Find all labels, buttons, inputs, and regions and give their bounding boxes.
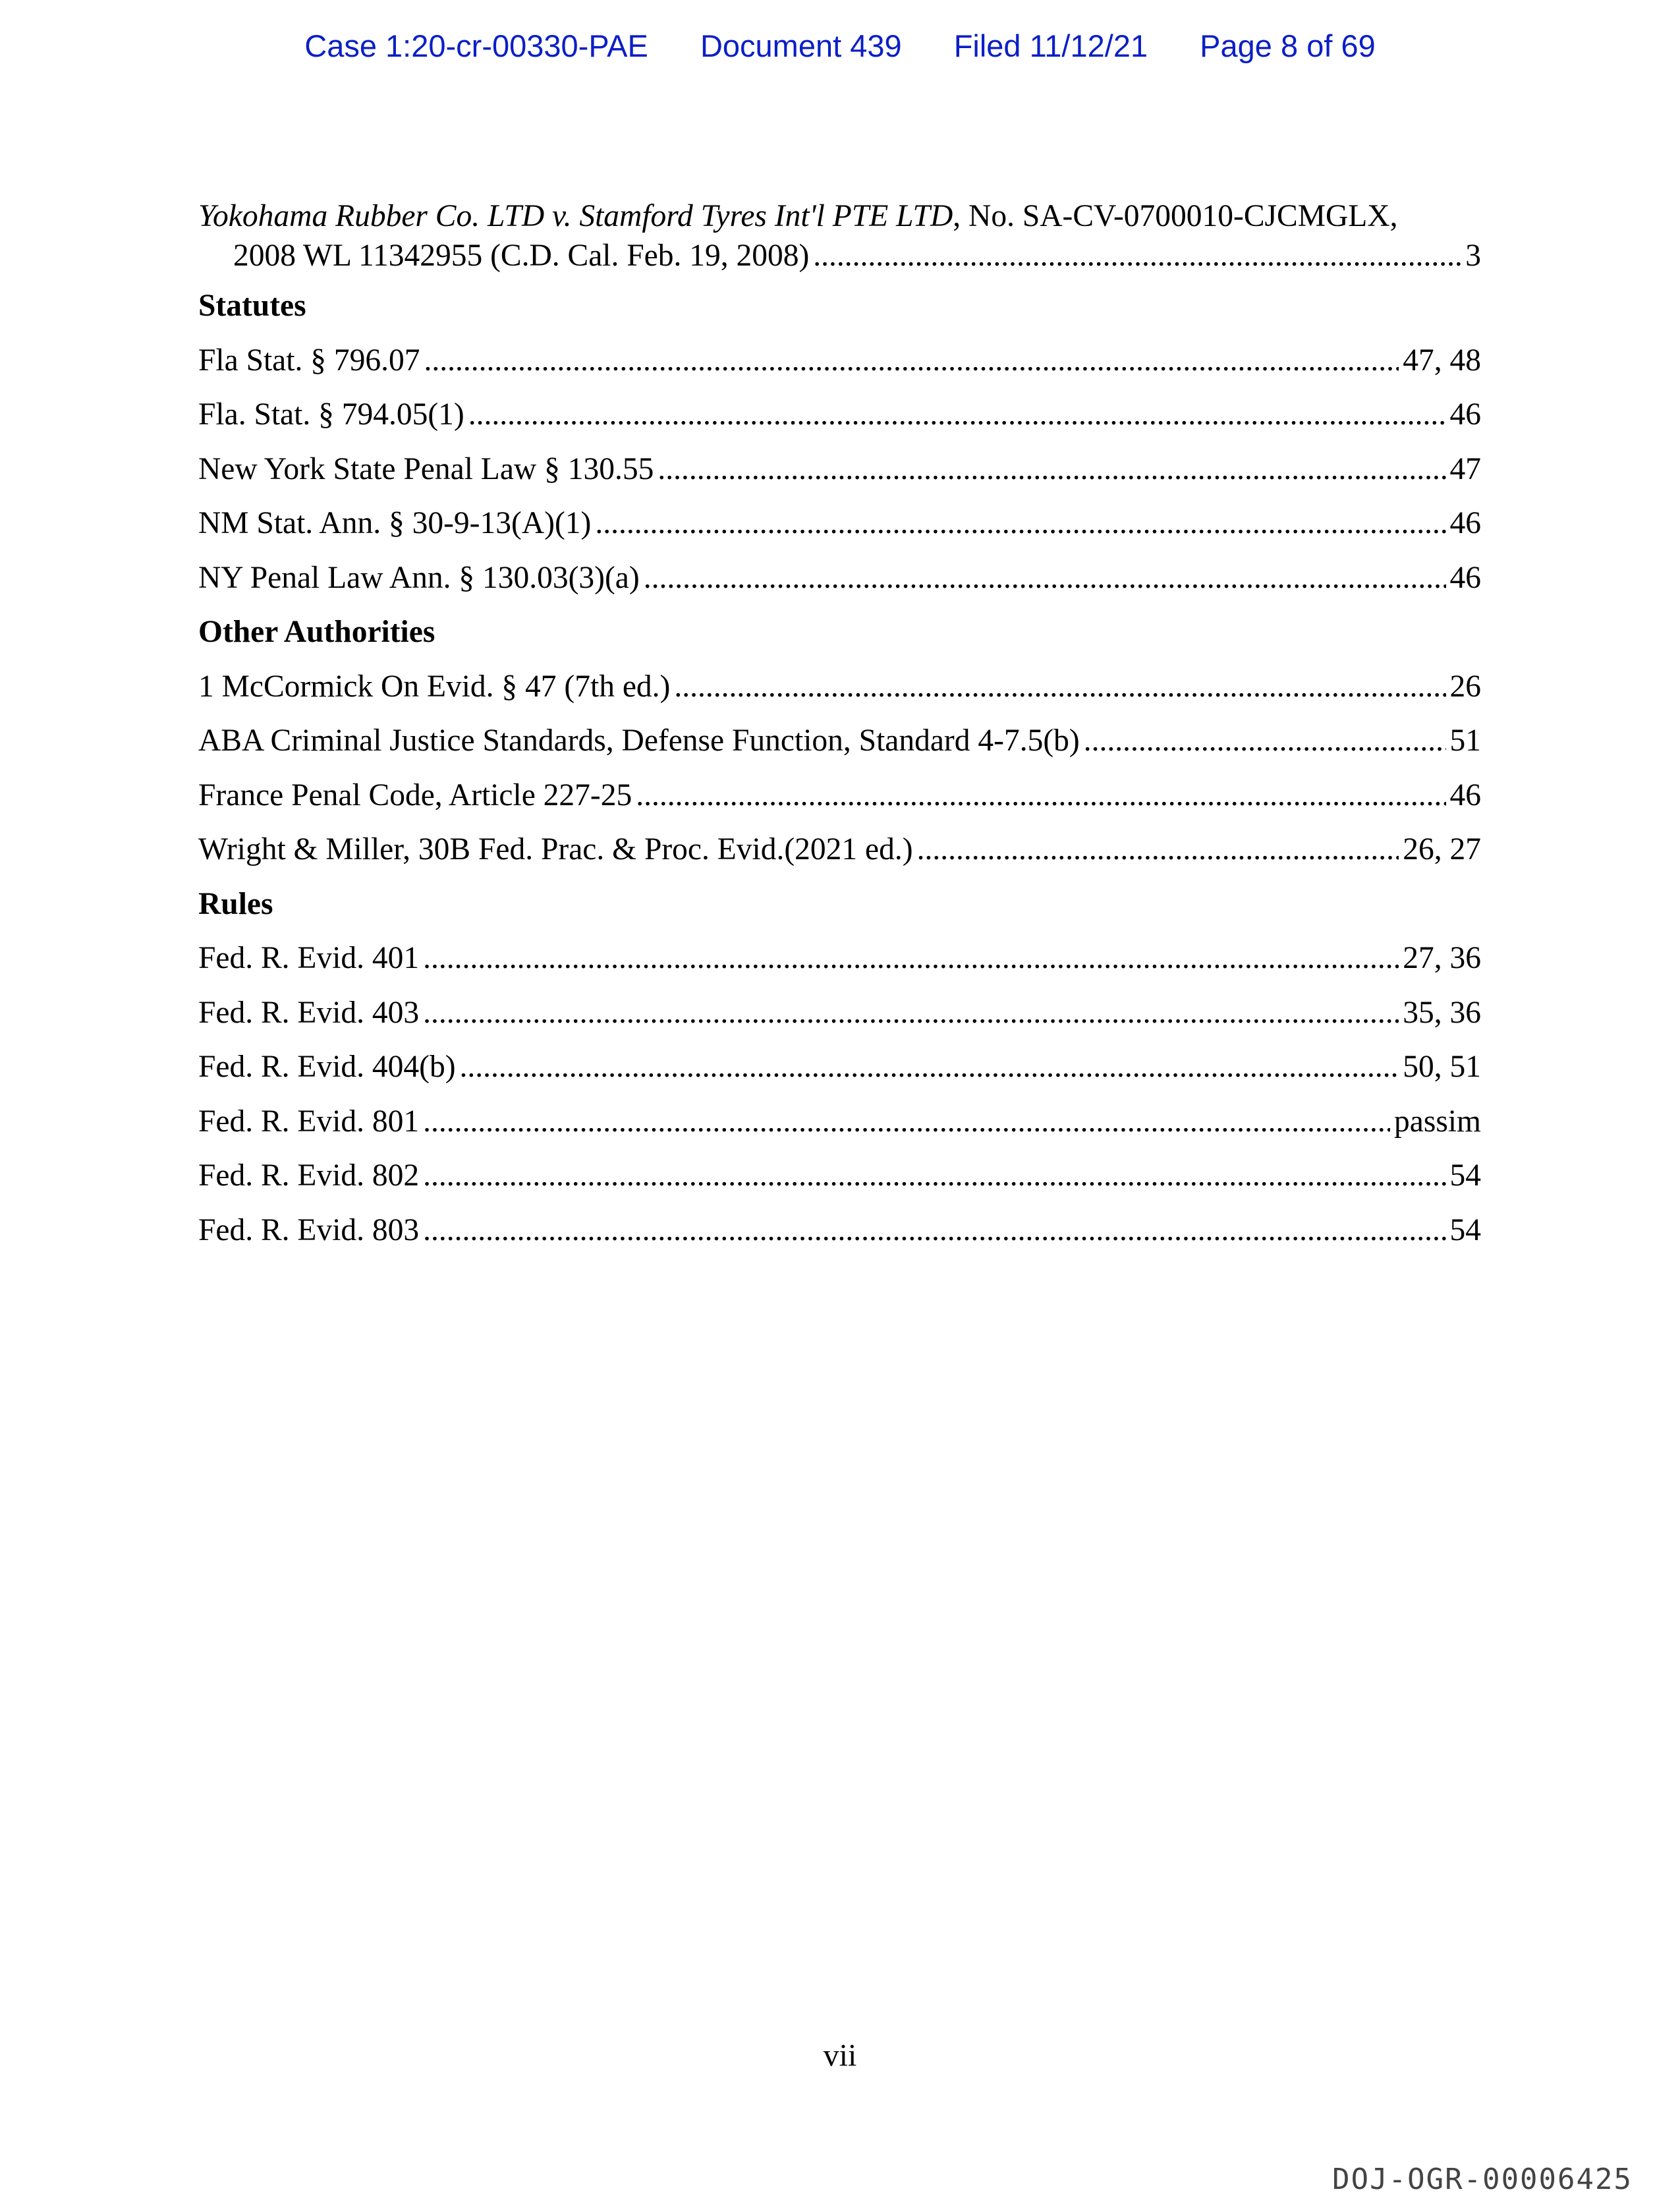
dot-leader	[424, 341, 1399, 380]
dot-leader	[423, 1102, 1390, 1141]
list-item	[198, 1102, 1481, 1156]
case-pages: 3	[1465, 239, 1481, 273]
citation: France Penal Code, Article 227-25	[198, 778, 632, 812]
dot-leader	[423, 1156, 1445, 1195]
page-refs: 26, 27	[1403, 832, 1481, 866]
table-of-authorities	[198, 196, 1481, 1264]
list-item	[198, 558, 1481, 613]
citation: NY Penal Law Ann. § 130.03(3)(a)	[198, 560, 640, 595]
page-of-total: Page 8 of 69	[1200, 28, 1376, 63]
page-refs: 47	[1449, 451, 1481, 486]
page-refs: 47, 48	[1403, 343, 1481, 378]
case-line-2	[198, 236, 1481, 275]
page-refs: 46	[1449, 778, 1481, 812]
citation: Fed. R. Evid. 403	[198, 995, 420, 1030]
other-authorities-heading: Other Authorities	[198, 615, 435, 649]
list-item	[198, 1156, 1481, 1210]
dot-leader	[595, 503, 1445, 543]
list-item	[198, 449, 1481, 504]
citation: Fed. R. Evid. 803	[198, 1212, 420, 1247]
document-number: Document 439	[700, 28, 902, 63]
page-refs: 35, 36	[1403, 995, 1481, 1030]
list-item	[198, 993, 1481, 1048]
citation: Fed. R. Evid. 802	[198, 1158, 420, 1193]
citation: Fla Stat. § 796.07	[198, 343, 420, 378]
dot-leader	[917, 830, 1399, 869]
case-citation: 2008 WL 11342955 (C.D. Cal. Feb. 19, 2008)	[233, 239, 810, 273]
page-refs: 46	[1449, 397, 1481, 432]
citation: NM Stat. Ann. § 30-9-13(A)(1)	[198, 506, 592, 540]
case-name: Yokohama Rubber Co. LTD v. Stamford Tyres Int'l PTE LTD	[198, 199, 953, 233]
list-item	[198, 830, 1481, 884]
dot-leader	[423, 938, 1399, 978]
page-refs: 54	[1449, 1212, 1481, 1247]
citation: 1 McCormick On Evid. § 47 (7th ed.)	[198, 669, 671, 704]
citation: Fla. Stat. § 794.05(1)	[198, 397, 464, 432]
page-refs: 46	[1449, 560, 1481, 595]
page-number: vii	[823, 2038, 857, 2073]
page-refs: 51	[1449, 723, 1481, 758]
dot-leader	[1084, 721, 1446, 760]
citation: Fed. R. Evid. 404(b)	[198, 1050, 456, 1084]
list-item	[198, 938, 1481, 993]
page-refs: 27, 36	[1403, 941, 1481, 975]
citation: ABA Criminal Justice Standards, Defense Function, Standard 4-7.5(b)	[198, 723, 1080, 758]
dot-leader	[423, 993, 1399, 1033]
dot-leader	[813, 236, 1461, 275]
page-refs: 54	[1449, 1158, 1481, 1193]
list-item	[198, 341, 1481, 395]
rules-heading: Rules	[198, 886, 273, 921]
list-item	[198, 1210, 1481, 1265]
citation: New York State Penal Law § 130.55	[198, 451, 654, 486]
dot-leader	[658, 449, 1445, 489]
list-item	[198, 721, 1481, 776]
dot-leader	[644, 558, 1446, 598]
list-item	[198, 667, 1481, 722]
case-docket: , No. SA-CV-0700010-CJCMGLX,	[953, 199, 1398, 233]
filing-header	[0, 28, 1680, 64]
statutes-heading: Statutes	[198, 289, 306, 323]
case-number: Case 1:20-cr-00330-PAE	[304, 28, 648, 63]
citation: Fed. R. Evid. 401	[198, 941, 420, 975]
list-item	[198, 503, 1481, 558]
bates-number: DOJ-OGR-00006425	[1332, 2163, 1633, 2196]
citation: Wright & Miller, 30B Fed. Prac. & Proc. Evid.(2021 ed.)	[198, 832, 913, 866]
case-line-1	[198, 196, 1481, 236]
dot-leader	[636, 776, 1445, 815]
dot-leader	[460, 1047, 1399, 1087]
page-refs: 46	[1449, 506, 1481, 540]
list-item	[198, 1047, 1481, 1102]
dot-leader	[468, 395, 1446, 434]
page-refs: passim	[1394, 1104, 1481, 1139]
list-item	[198, 776, 1481, 830]
filed-date: Filed 11/12/21	[953, 28, 1148, 63]
dot-leader	[423, 1210, 1445, 1250]
citation: Fed. R. Evid. 801	[198, 1104, 420, 1139]
page-refs: 50, 51	[1403, 1050, 1481, 1084]
case-entry	[198, 196, 1481, 275]
dot-leader	[674, 667, 1445, 706]
list-item	[198, 395, 1481, 449]
page-refs: 26	[1449, 669, 1481, 704]
